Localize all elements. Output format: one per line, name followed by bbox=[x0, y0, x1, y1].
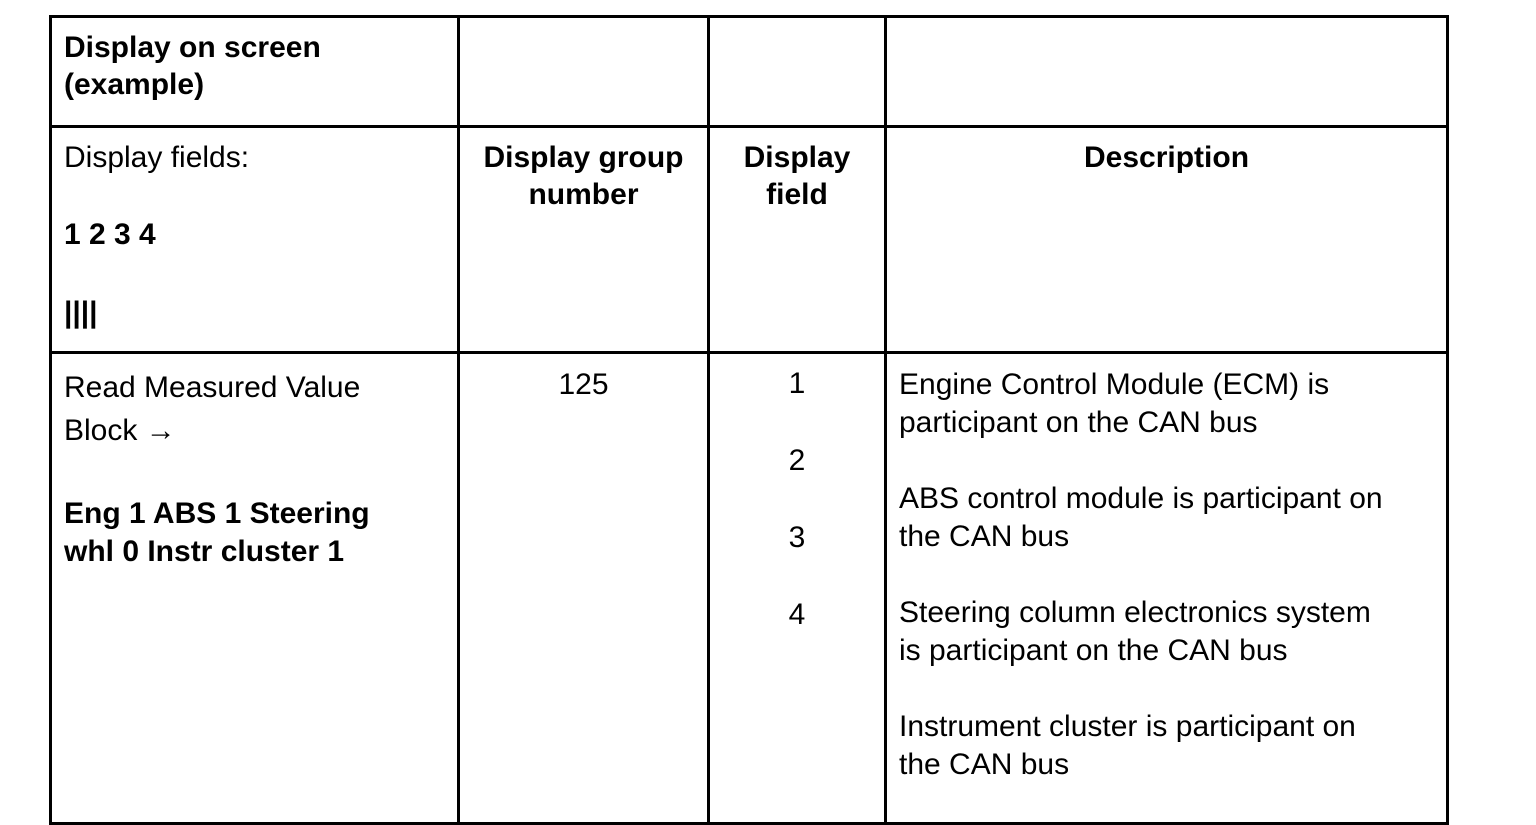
display-on-screen-example-label: (example) bbox=[64, 68, 205, 101]
description-item bbox=[899, 480, 1438, 556]
display-fields-pipes: |||| bbox=[64, 296, 98, 329]
display-field-header bbox=[709, 127, 886, 353]
display-field-cell bbox=[709, 353, 886, 824]
description-cell bbox=[886, 353, 1448, 824]
description-header bbox=[886, 127, 1448, 353]
display-group-table bbox=[49, 15, 1449, 825]
description-line: Instrument cluster is participant on bbox=[899, 710, 1356, 743]
description-line: the CAN bus bbox=[899, 520, 1070, 553]
header-text: Description bbox=[1083, 141, 1250, 174]
empty-header-cell bbox=[459, 17, 709, 127]
mvb-label: Read Measured Value bbox=[64, 371, 361, 404]
header-text: number bbox=[528, 178, 639, 211]
display-on-screen-label: Display on screen bbox=[64, 31, 321, 64]
display-fields-label: Display fields: bbox=[64, 141, 250, 174]
table-row bbox=[51, 353, 1448, 824]
description-item bbox=[899, 594, 1438, 670]
display-field-number: 4 bbox=[788, 598, 806, 631]
header-text: Display group bbox=[483, 141, 684, 174]
screen-values-line: Eng 1 ABS 1 Steering bbox=[64, 497, 370, 530]
display-fields-numbers: 1 2 3 4 bbox=[64, 218, 156, 251]
screen-values bbox=[64, 495, 449, 571]
table-header-row bbox=[51, 17, 1448, 127]
header-text: Display bbox=[743, 141, 851, 174]
display-group-number-header bbox=[459, 127, 709, 353]
description-item bbox=[899, 366, 1438, 442]
empty-header-cell bbox=[709, 17, 886, 127]
description-line: the CAN bus bbox=[899, 748, 1070, 781]
header-text: field bbox=[766, 178, 828, 211]
display-on-screen-cell bbox=[51, 17, 459, 127]
display-field-number: 3 bbox=[788, 521, 806, 554]
empty-header-cell bbox=[886, 17, 1448, 127]
screen-values-line: whl 0 Instr cluster 1 bbox=[64, 535, 345, 568]
measured-value-block-cell bbox=[51, 353, 459, 824]
description-line: Engine Control Module (ECM) is bbox=[899, 368, 1330, 401]
display-field-number: 1 bbox=[788, 367, 806, 400]
description-item bbox=[899, 708, 1438, 784]
group-number-value: 125 bbox=[558, 368, 609, 401]
description-line: is participant on the CAN bus bbox=[899, 634, 1288, 667]
description-line: ABS control module is participant on bbox=[899, 482, 1383, 515]
column-header-row bbox=[51, 127, 1448, 353]
mvb-label: Block → bbox=[64, 414, 176, 447]
description-line: participant on the CAN bus bbox=[899, 406, 1258, 439]
display-field-number: 2 bbox=[788, 444, 806, 477]
display-fields-cell bbox=[51, 127, 459, 353]
group-number-cell bbox=[459, 353, 709, 824]
description-line: Steering column electronics system bbox=[899, 596, 1371, 629]
